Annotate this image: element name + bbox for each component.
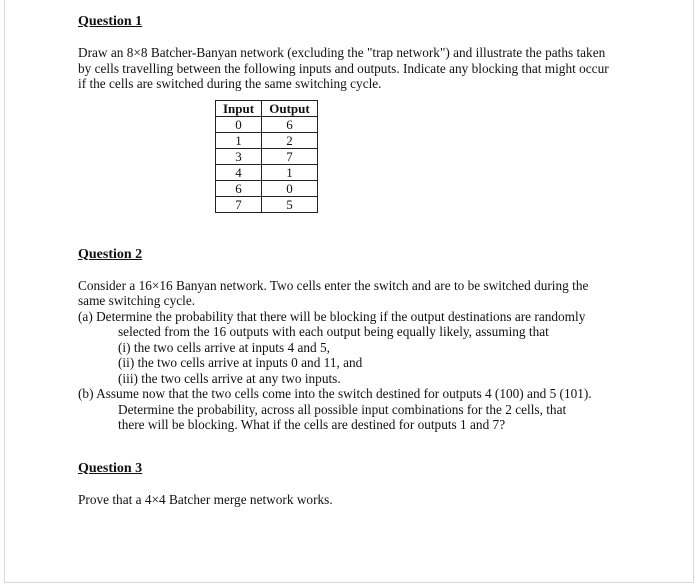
question-1-line: Draw an 8×8 Batcher-Banyan network (excluding the "trap network") and illustrate the paths taken [78,45,606,60]
part-a-ii: (ii) the two cells arrive at inputs 0 and 11, and [118,355,363,370]
output-cell: 2 [262,132,318,148]
question-1-line: by cells travelling between the following inputs and outputs. Indicate any blocking that might occur [78,60,609,76]
part-b-line: there will be blocking. What if the cells are destined for outputs 1 and 7? [118,417,506,432]
table-row [216,164,318,180]
input-cell: 3 [216,148,262,164]
question-3-body [78,492,638,508]
output-column-header: Output [262,100,318,116]
part-a-line: selected from the 16 outputs with each output being equally likely, assuming that [118,324,549,339]
question-3-heading: Question 3 [78,460,143,476]
output-cell: 0 [262,180,318,196]
input-cell: 7 [216,196,262,212]
table-header-row [216,100,318,116]
part-b-line: (b) Assume now that the two cells come into the switch destined for outputs 4 (100) and 5 (101). [78,386,592,401]
input-cell: 1 [216,132,262,148]
question-2-intro-line: same switching cycle. [78,293,196,308]
table-row [216,116,318,132]
question-1-heading: Question 1 [78,14,143,29]
output-cell: 6 [262,116,318,132]
table-row [216,180,318,196]
input-cell: 0 [216,116,262,132]
document-content [78,14,638,507]
input-output-table [215,100,318,213]
question-1-body [78,45,638,92]
question-3-line: Prove that a 4×4 Batcher merge network works. [78,491,333,507]
input-cell: 6 [216,180,262,196]
part-a-iii: (iii) the two cells arrive at any two inputs. [118,370,341,386]
table-row [216,196,318,212]
input-cell: 4 [216,164,262,180]
question-1-line: if the cells are switched during the same switching cycle. [78,76,382,91]
part-b-line: Determine the probability, across all possible input combinations for the 2 cells, that [118,401,567,417]
output-cell: 7 [262,148,318,164]
question-2-heading: Question 2 [78,246,143,262]
question-2-intro-line: Consider a 16×16 Banyan network. Two cells enter the switch and are to be switched during the [78,277,589,293]
part-a-line: (a) Determine the probability that there will be blocking if the output destinations are randomly [78,308,586,324]
output-cell: 1 [262,164,318,180]
table-row [216,148,318,164]
table-row [216,132,318,148]
output-cell: 5 [262,196,318,212]
question-2-body [78,278,638,433]
part-a-i: (i) the two cells arrive at inputs 4 and 5, [118,339,330,355]
input-column-header: Input [216,100,262,116]
